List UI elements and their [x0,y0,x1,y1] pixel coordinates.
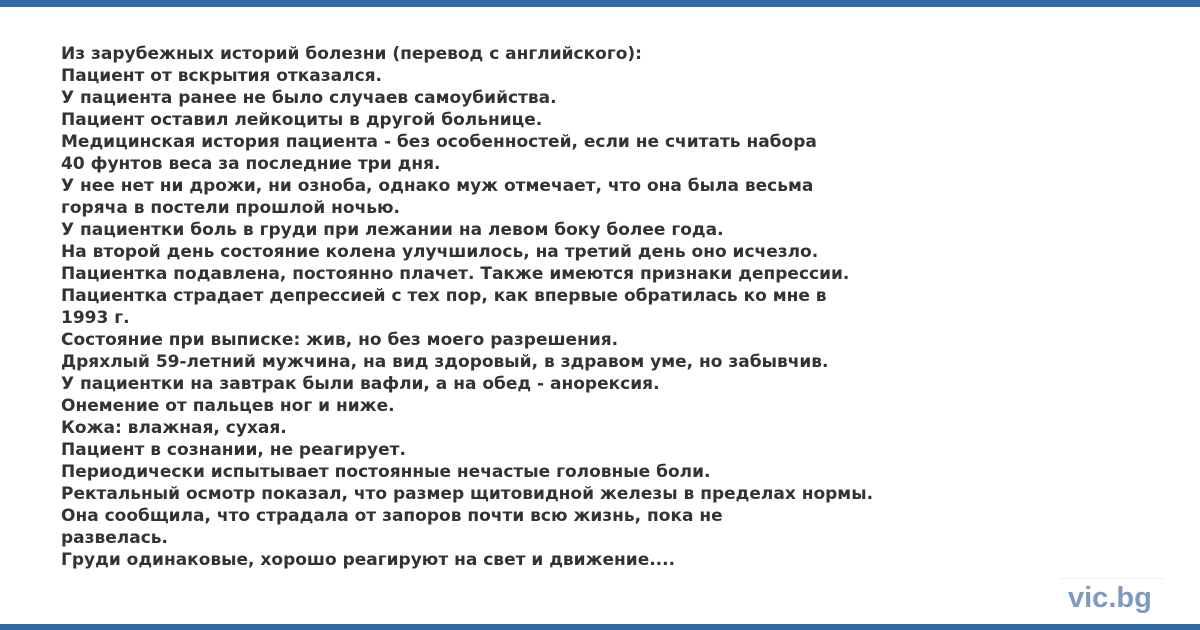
top-accent-bar [0,0,1200,7]
text-line: Пациент в сознании, не реагирует. [61,440,406,460]
text-line: У нее нет ни дрожи, ни озноба, однако муж отмечает, что она была весьма [61,176,814,196]
text-line: Пациент оставил лейкоциты в другой больнице. [61,110,543,130]
joke-text-block [61,43,941,571]
text-line: Она сообщила, что страдала от запоров почти всю жизнь, пока не [61,506,723,526]
text-line: На второй день состояние колена улучшилось, на третий день оно исчезло. [61,242,819,262]
text-line: 1993 г. [61,308,130,328]
text-line: У пациента ранее не было случаев самоубийства. [61,88,557,108]
text-line: Пациент от вскрытия отказался. [61,66,383,86]
brand-logo-text: vic.bg [1068,582,1152,614]
text-line: Периодически испытывает постоянные нечастые головные боли. [61,462,711,482]
text-line: Груди одинаковые, хорошо реагируют на свет и движение.... [61,550,676,570]
text-line: У пациентки на завтрак были вафли, а на обед - анорексия. [61,374,660,394]
text-line: Ректальный осмотр показал, что размер щитовидной железы в пределах нормы. [61,484,874,504]
brand-divider [1060,578,1164,579]
text-line: 40 фунтов веса за последние три дня. [61,154,441,174]
text-line: Из зарубежных историй болезни (перевод с английского): [61,44,642,64]
text-line: горяча в постели прошлой ночью. [61,198,400,218]
text-line: Пациентка подавлена, постоянно плачет. Также имеются признаки депрессии. [61,264,850,284]
text-line: У пациентки боль в груди при лежании на левом боку более года. [61,220,724,240]
bottom-accent-bar [0,624,1200,630]
text-line: Состояние при выписке: жив, но без моего разрешения. [61,330,619,350]
text-line: развелась. [61,528,169,548]
text-line: Медицинская история пациента - без особенностей, если не считать набора [61,132,817,152]
text-line: Дряхлый 59-летний мужчина, на вид здоровый, в здравом уме, но забывчив. [61,352,829,372]
text-line: Пациентка страдает депрессией с тех пор, как впервые обратилась ко мне в [61,286,827,306]
text-line: Кожа: влажная, сухая. [61,418,287,438]
text-line: Онемение от пальцев ног и ниже. [61,396,395,416]
